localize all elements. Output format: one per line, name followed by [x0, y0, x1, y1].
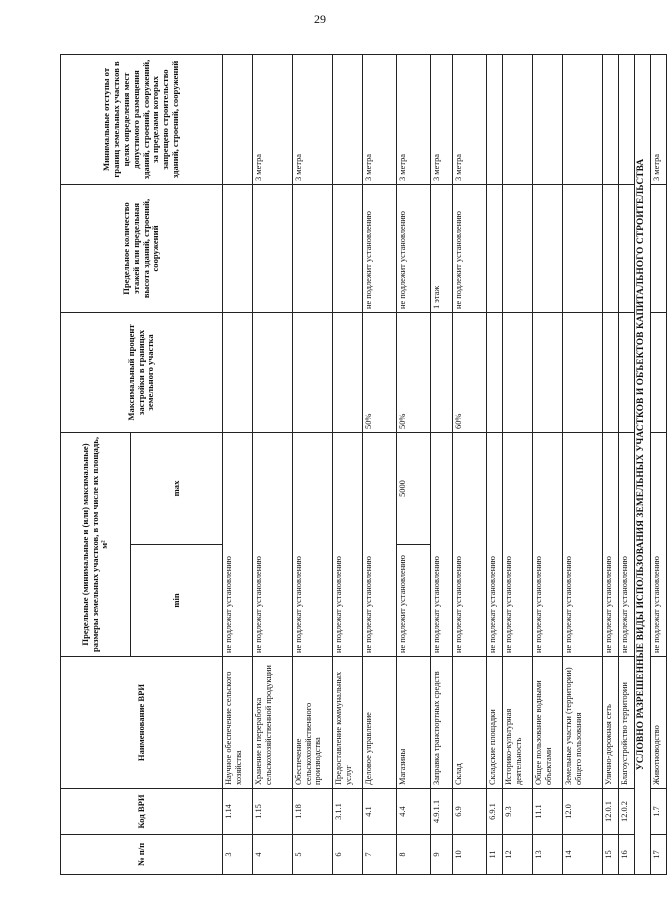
section-banner: УСЛОВНО РАЗРЕШЕННЫЕ ВИДЫ ИСПОЛЬЗОВАНИЯ ЗЕМЕЛЬНЫХ УЧАСТКОВ И ОБЪЕКТОВ КАПИТАЛЬНОГО СТРОИТЕЛЬСТВА: [635, 54, 651, 874]
page-number: 29: [314, 12, 326, 26]
row-floors: [651, 184, 667, 312]
row-name: Земельные участки (территории) общего пользования: [563, 657, 603, 789]
row-coverage: [293, 312, 333, 432]
row-floors: [603, 184, 619, 312]
row-setback: 3 метра: [293, 54, 333, 184]
row-code: 3.1.1: [333, 789, 363, 835]
row-setback: [563, 54, 603, 184]
row-floors: [563, 184, 603, 312]
table-row: [333, 54, 363, 874]
header-name: Наименование ВРИ: [61, 657, 223, 789]
table-row: [223, 54, 253, 874]
row-area-minmax: не подлежат установлению: [333, 432, 363, 656]
row-code: 4.9.1.1: [431, 789, 453, 835]
zoning-parameters-table: [60, 54, 667, 875]
row-coverage: [503, 312, 533, 432]
table-row: [293, 54, 333, 874]
row-coverage: 50%: [363, 312, 397, 432]
row-area-minmax: не подлежат установлению: [453, 432, 487, 656]
header-code: Код ВРИ: [61, 789, 223, 835]
row-name: Животноводство: [651, 657, 667, 789]
row-num: 16: [619, 835, 635, 875]
row-num: 12: [503, 835, 533, 875]
table-body: [223, 54, 667, 874]
row-setback: [533, 54, 563, 184]
row-setback: [223, 54, 253, 184]
row-name: Историко-культурная деятельность: [503, 657, 533, 789]
row-floors: 1 этаж: [431, 184, 453, 312]
table-row: [533, 54, 563, 874]
row-setback: 3 метра: [453, 54, 487, 184]
row-num: 4: [253, 835, 293, 875]
row-num: 8: [397, 835, 431, 875]
table-row: [431, 54, 453, 874]
row-coverage: [487, 312, 503, 432]
row-num: 6: [333, 835, 363, 875]
row-code: 12.0.1: [603, 789, 619, 835]
table-row: [487, 54, 503, 874]
row-setback: [619, 54, 635, 184]
header-setbacks: Минимальные отступы от границ земельных участков в целях определения мест допустимого размещения зданий, строений, сооружений, за пределами которых запрещено строительство зданий, строений, сооружений: [61, 54, 223, 184]
header-coverage: Максимальный процент застройки в границах земельного участка: [61, 312, 223, 432]
row-name: Улично-дорожная сеть: [603, 657, 619, 789]
row-area-minmax: не подлежат установлению: [487, 432, 503, 656]
row-name: Обеспечение сельскохозяйственного производства: [293, 657, 333, 789]
row-coverage: [603, 312, 619, 432]
row-coverage: [533, 312, 563, 432]
row-setback: [603, 54, 619, 184]
header-floors: Предельное количество этажей или предельная высота зданий, строений, сооружений: [61, 184, 223, 312]
table-row: [651, 54, 667, 874]
row-coverage: [253, 312, 293, 432]
row-num: 7: [363, 835, 397, 875]
row-area-minmax: не подлежат установлению: [253, 432, 293, 656]
row-name: Благоустройство территории: [619, 657, 635, 789]
row-num: 10: [453, 835, 487, 875]
row-floors: [533, 184, 563, 312]
row-setback: [487, 54, 503, 184]
row-coverage: [223, 312, 253, 432]
table-row: [503, 54, 533, 874]
row-area-minmax: не подлежат установлению: [603, 432, 619, 656]
row-coverage: 60%: [453, 312, 487, 432]
row-name: Магазины: [397, 657, 431, 789]
row-floors: [293, 184, 333, 312]
row-name: Научное обеспечение сельского хозяйства: [223, 657, 253, 789]
row-floors: [333, 184, 363, 312]
row-area-min: не подлежит установлению: [397, 545, 431, 657]
header-min: min: [131, 545, 223, 657]
row-setback: 3 метра: [253, 54, 293, 184]
table-row: [363, 54, 397, 874]
row-name: Склад: [453, 657, 487, 789]
row-code: 9.3: [503, 789, 533, 835]
row-floors: [619, 184, 635, 312]
row-code: 1.15: [253, 789, 293, 835]
row-setback: 3 метра: [651, 54, 667, 184]
row-code: 12.0: [563, 789, 603, 835]
row-floors: не подлежит установлению: [363, 184, 397, 312]
row-coverage: [333, 312, 363, 432]
row-floors: [503, 184, 533, 312]
header-num: № п/п: [61, 835, 223, 875]
row-area-minmax: не подлежат установлению: [533, 432, 563, 656]
row-setback: [503, 54, 533, 184]
row-code: 1.7: [651, 789, 667, 835]
row-area-minmax: не подлежат установлению: [563, 432, 603, 656]
row-code: 4.4: [397, 789, 431, 835]
row-coverage: 50%: [397, 312, 431, 432]
row-floors: не подлежит установлению: [453, 184, 487, 312]
row-num: 3: [223, 835, 253, 875]
row-floors: [253, 184, 293, 312]
row-name: Складские площадки: [487, 657, 503, 789]
table-row: [397, 54, 431, 874]
row-floors: не подлежит установлению: [397, 184, 431, 312]
row-num: 5: [293, 835, 333, 875]
row-area-max: 5000: [397, 432, 431, 544]
table-row: [453, 54, 487, 874]
row-num: 13: [533, 835, 563, 875]
row-area-minmax: не подлежат установлению: [223, 432, 253, 656]
row-code: 12.0.2: [619, 789, 635, 835]
row-num: 11: [487, 835, 503, 875]
row-code: 4.1: [363, 789, 397, 835]
row-code: 1.14: [223, 789, 253, 835]
row-floors: [223, 184, 253, 312]
row-num: 15: [603, 835, 619, 875]
row-name: Деловое управление: [363, 657, 397, 789]
rotated-table-sheet: [60, 55, 661, 875]
row-setback: 3 метра: [431, 54, 453, 184]
row-coverage: [431, 312, 453, 432]
row-num: 17: [651, 835, 667, 875]
row-coverage: [619, 312, 635, 432]
row-name: Общее пользование водными объектами: [533, 657, 563, 789]
row-name: Заправка транспортных средств: [431, 657, 453, 789]
row-setback: 3 метра: [397, 54, 431, 184]
row-floors: [487, 184, 503, 312]
header-max: max: [131, 432, 223, 544]
table-row: [603, 54, 619, 874]
row-area-minmax: не подлежат установлению: [431, 432, 453, 656]
row-name: Хранение и переработка сельскохозяйственной продукции: [253, 657, 293, 789]
row-coverage: [651, 312, 667, 432]
row-area-minmax: не подлежат установлению: [363, 432, 397, 656]
row-code: 6.9: [453, 789, 487, 835]
row-num: 14: [563, 835, 603, 875]
row-num: 9: [431, 835, 453, 875]
header-area-limits: Предельные (минимальные и (или) максимальные) размеры земельных участков, в том числе их площадь, м²: [61, 432, 131, 656]
row-area-minmax: не подлежат установлению: [503, 432, 533, 656]
row-setback: 3 метра: [363, 54, 397, 184]
row-code: 6.9.1: [487, 789, 503, 835]
row-code: 1.18: [293, 789, 333, 835]
table-row: [253, 54, 293, 874]
table-row: [563, 54, 603, 874]
row-area-minmax: не подлежат установлению: [651, 432, 667, 656]
row-area-minmax: не подлежат установлению: [293, 432, 333, 656]
table-row: [619, 54, 635, 874]
row-name: Предоставление коммунальных услуг: [333, 657, 363, 789]
row-coverage: [563, 312, 603, 432]
row-area-minmax: не подлежат установлению: [619, 432, 635, 656]
row-setback: [333, 54, 363, 184]
row-code: 11.1: [533, 789, 563, 835]
section-banner-row: [635, 54, 651, 874]
